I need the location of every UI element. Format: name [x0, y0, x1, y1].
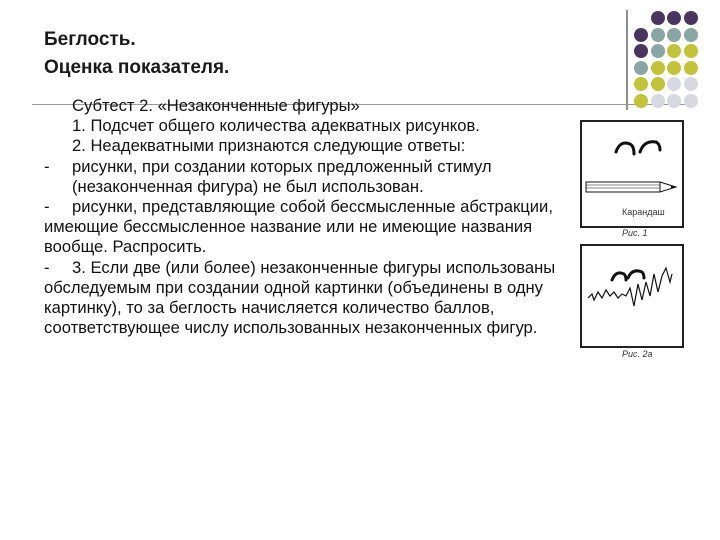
body-text [44, 96, 574, 338]
slide-title [44, 26, 229, 82]
bullet-text-2: рисунки, представляющие собой бессмысленные абстракции, имеющие бессмысленное название или не имеющие названия вообще. Распросить. [44, 197, 553, 257]
decor-dot [651, 77, 665, 91]
bullet-item-1 [44, 157, 574, 177]
bullet-marker: - [44, 257, 50, 277]
decor-dot [651, 44, 665, 58]
decor-dot [634, 28, 648, 42]
figure-2-caption: Рис. 2а [622, 349, 653, 359]
decor-dot [684, 94, 698, 108]
bullet-marker: - [44, 197, 50, 217]
decor-dot [651, 11, 665, 25]
title-line-1: Беглость. [44, 29, 136, 50]
criterion-1: 1. Подсчет общего количества адекватных рисунков. [72, 116, 480, 136]
decor-vertical-rule [626, 10, 628, 110]
decor-dot [651, 28, 665, 42]
bullet-text-3: 3. Если две (или более) незаконченные фигуры использованы обследуемым при создании одной картинки (объединены в одну картинку), то за беглость начисляется количество баллов, соответствующее числу использованных незаконченных фигур. [44, 257, 556, 338]
bullet-item-3 [44, 258, 574, 339]
decor-dot [667, 28, 681, 42]
decor-dot [634, 94, 648, 108]
bullet-item-1-cont: (незаконченная фигура) не был использован. [72, 176, 424, 196]
decor-dot [634, 61, 648, 75]
decor-dot [667, 94, 681, 108]
decor-dot [684, 44, 698, 58]
bullet-marker: - [44, 156, 50, 176]
decor-dot [684, 28, 698, 42]
decor-dot [667, 77, 681, 91]
decor-dot [651, 94, 665, 108]
decor-dot [684, 11, 698, 25]
subtest-heading: Субтест 2. «Незаконченные фигуры» [72, 96, 360, 115]
criterion-2: 2. Неадекватными признаются следующие ответы: [72, 136, 466, 156]
decor-dot [684, 77, 698, 91]
figure-2-abstract [580, 244, 684, 348]
figure-1-caption: Рис. 1 [622, 228, 648, 238]
decor-dot [684, 61, 698, 75]
figure-1-label: Карандаш [622, 207, 665, 217]
abstract-drawing [582, 246, 682, 346]
bullet-item-2 [44, 197, 574, 258]
decor-dot [634, 44, 648, 58]
decor-dot [634, 77, 648, 91]
title-line-2: Оценка показателя. [44, 57, 230, 78]
decor-dot [667, 44, 681, 58]
bullet-text-1: рисунки, при создании которых предложенный стимул [72, 156, 492, 176]
figure-1-pencil [580, 120, 684, 228]
decor-dot [667, 11, 681, 25]
decor-dot [651, 61, 665, 75]
decor-dot [667, 61, 681, 75]
